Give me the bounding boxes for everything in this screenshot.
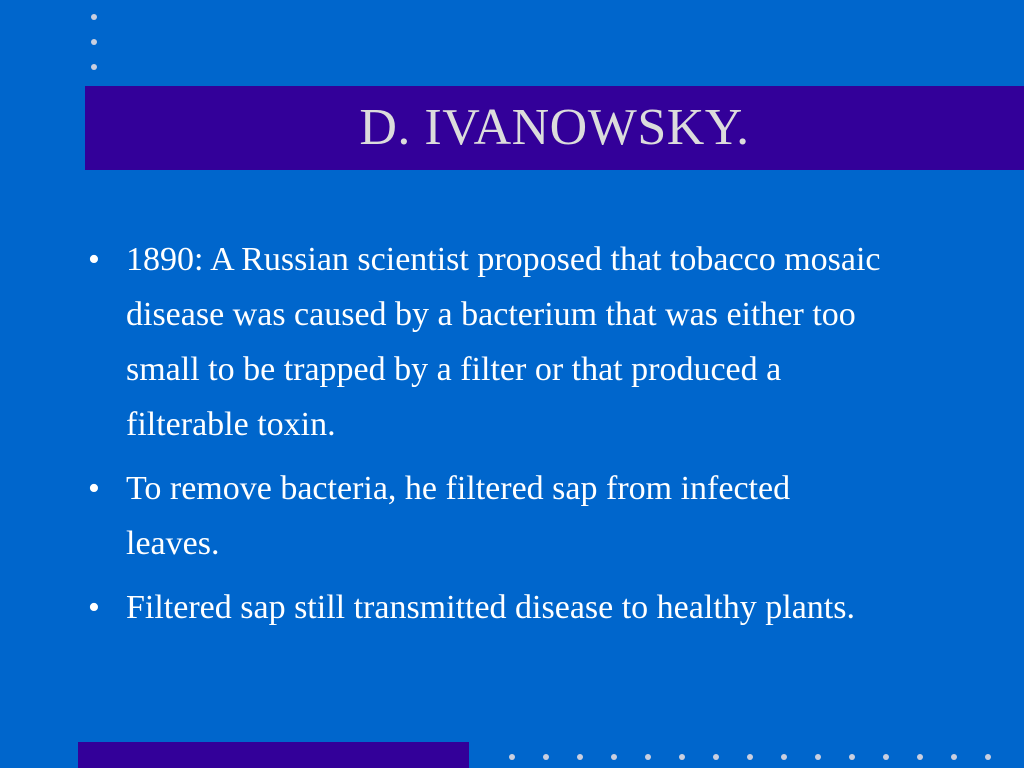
bullet-text: Filtered sap still transmitted disease to healthy plants. [126,589,855,626]
bullet-list [86,232,886,644]
bullet-item [86,580,886,635]
bullet-item [86,232,886,452]
decorative-dot [747,754,753,760]
decorative-dot [91,39,97,45]
decorative-dot [645,754,651,760]
decorative-dot [543,754,549,760]
decorative-dot [577,754,583,760]
title-band [85,86,1024,170]
decorative-dot [883,754,889,760]
decorative-dot [713,754,719,760]
decorative-dot [815,754,821,760]
decorative-dot [849,754,855,760]
decorative-dot [611,754,617,760]
bullet-text: To remove bacteria, he filtered sap from infected leaves. [126,470,791,562]
slide-title: D. IVANOWSKY. [359,99,750,156]
decorative-dot [679,754,685,760]
bullet-icon: • [88,470,100,507]
bullet-icon: • [88,589,100,626]
bullet-icon: • [88,241,100,278]
bullet-text: 1890: A Russian scientist proposed that tobacco mosaic disease was caused by a bacterium that was either too small to be trapped by a filter or that produced a filterable toxin. [126,241,881,443]
decorative-dot [91,64,97,70]
decorative-dot [91,14,97,20]
decorative-dot [509,754,515,760]
decorative-dot [985,754,991,760]
decorative-dot [917,754,923,760]
bottom-band [78,742,469,768]
decorative-dot [951,754,957,760]
bullet-item [86,461,886,571]
decorative-dot [781,754,787,760]
